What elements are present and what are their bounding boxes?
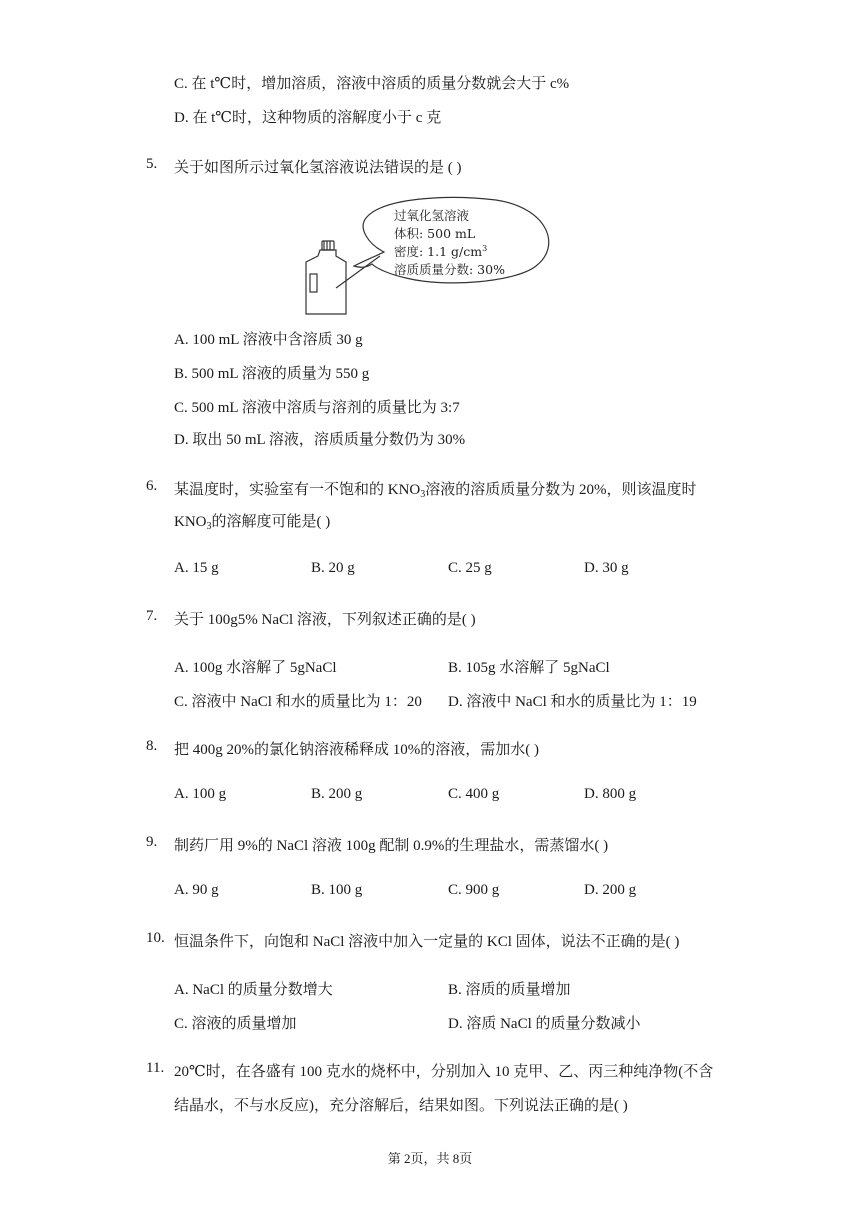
q5-stem: 关于如图所示过氧化氢溶液说法错误的是 ( ) [174, 160, 462, 176]
q11-stem-line1: 20℃时，在各盛有 100 克水的烧杯中，分别加入 10 克甲、乙、丙三种纯净物(不含 [174, 1064, 714, 1080]
bottle-icon [306, 241, 346, 314]
q6-option-b: B. 20 g [311, 560, 355, 576]
q6-option-c: C. 25 g [448, 560, 492, 576]
q7-stem: 关于 100g5% NaCl 溶液，下列叙述正确的是( ) [174, 612, 476, 628]
q8-option-c: C. 400 g [448, 786, 500, 802]
q8-stem: 把 400g 20%的氯化钠溶液稀释成 10%的溶液，需加水( ) [174, 742, 539, 758]
q6-option-d: D. 30 g [584, 560, 629, 576]
q7-option-c: C. 溶液中 NaCl 和水的质量比为 1：20 [174, 694, 422, 710]
q6-stem-line1: 某温度时，实验室有一不饱和的 $KNO_3$溶液的溶质质量分数为 20%，则该温度时 [174, 482, 697, 500]
q7-option-b: B. 105g 水溶解了 5gNaCl [448, 660, 610, 676]
q5-number: 5. [146, 156, 158, 172]
q6-number: 6. [146, 478, 158, 494]
q10-option-b: B. 溶质的质量增加 [448, 982, 571, 998]
page-footer: 第 2页，共 8页 [387, 1151, 473, 1166]
q9-stem: 制药厂用 9%的 NaCl 溶液 100g 配制 0.9%的生理盐水，需蒸馏水( ) [174, 838, 609, 854]
q11-stem-line2: 结晶水，不与水反应)，充分溶解后，结果如图。下列说法正确的是( ) [174, 1098, 628, 1114]
q11-number: 11. [146, 1060, 165, 1076]
q9-option-a: A. 90 g [174, 882, 219, 898]
q10-stem: 恒温条件下，向饱和 NaCl 溶液中加入一定量的 KCl 固体，说法不正确的是( ) [174, 934, 680, 950]
q10-option-d: D. 溶质 NaCl 的质量分数减小 [448, 1016, 641, 1032]
q9-number: 9. [146, 834, 158, 850]
q9-option-d: D. 200 g [584, 882, 637, 898]
q9-option-b: B. 100 g [311, 882, 363, 898]
q8-option-d: D. 800 g [584, 786, 637, 802]
q8-option-b: B. 200 g [311, 786, 363, 802]
q5-option-c: C. 500 mL 溶液中溶质与溶剂的质量比为 3:7 [174, 400, 460, 416]
q5-option-a: A. 100 mL 溶液中含溶质 30 g [174, 332, 363, 348]
q7-option-a: A. 100g 水溶解了 5gNaCl [174, 660, 337, 676]
label-line-1: 过氧化氢溶液 [394, 208, 470, 223]
q8-option-a: A. 100 g [174, 786, 227, 802]
label-line-3: 密度: 1.1 $g/cm^3$ [394, 244, 488, 259]
q5-option-b: B. 500 mL 溶液的质量为 550 g [174, 366, 370, 382]
q10-option-c: C. 溶液的质量增加 [174, 1016, 297, 1032]
q7-number: 7. [146, 608, 158, 624]
hydrogen-peroxide-bottle-illustration [296, 196, 556, 318]
q5-option-d: D. 取出 50 mL 溶液，溶质质量分数仍为 30% [174, 432, 466, 448]
q6-option-a: A. 15 g [174, 560, 219, 576]
q7-option-d: D. 溶液中 NaCl 和水的质量比为 1：19 [448, 694, 697, 710]
q10-number: 10. [146, 930, 165, 946]
label-line-2: 体积: 500 mL [394, 226, 476, 241]
prev-option-c: C. 在 t℃时，增加溶质，溶液中溶质的质量分数就会大于 c% [174, 76, 570, 92]
q9-option-c: C. 900 g [448, 882, 500, 898]
q6-stem-line2: $KNO_3$的溶解度可能是( ) [174, 514, 331, 532]
prev-option-d: D. 在 t℃时，这种物质的溶解度小于 c 克 [174, 110, 442, 126]
q8-number: 8. [146, 738, 158, 754]
q10-option-a: A. NaCl 的质量分数增大 [174, 982, 333, 998]
label-line-4: 溶质质量分数: 30% [394, 262, 505, 277]
